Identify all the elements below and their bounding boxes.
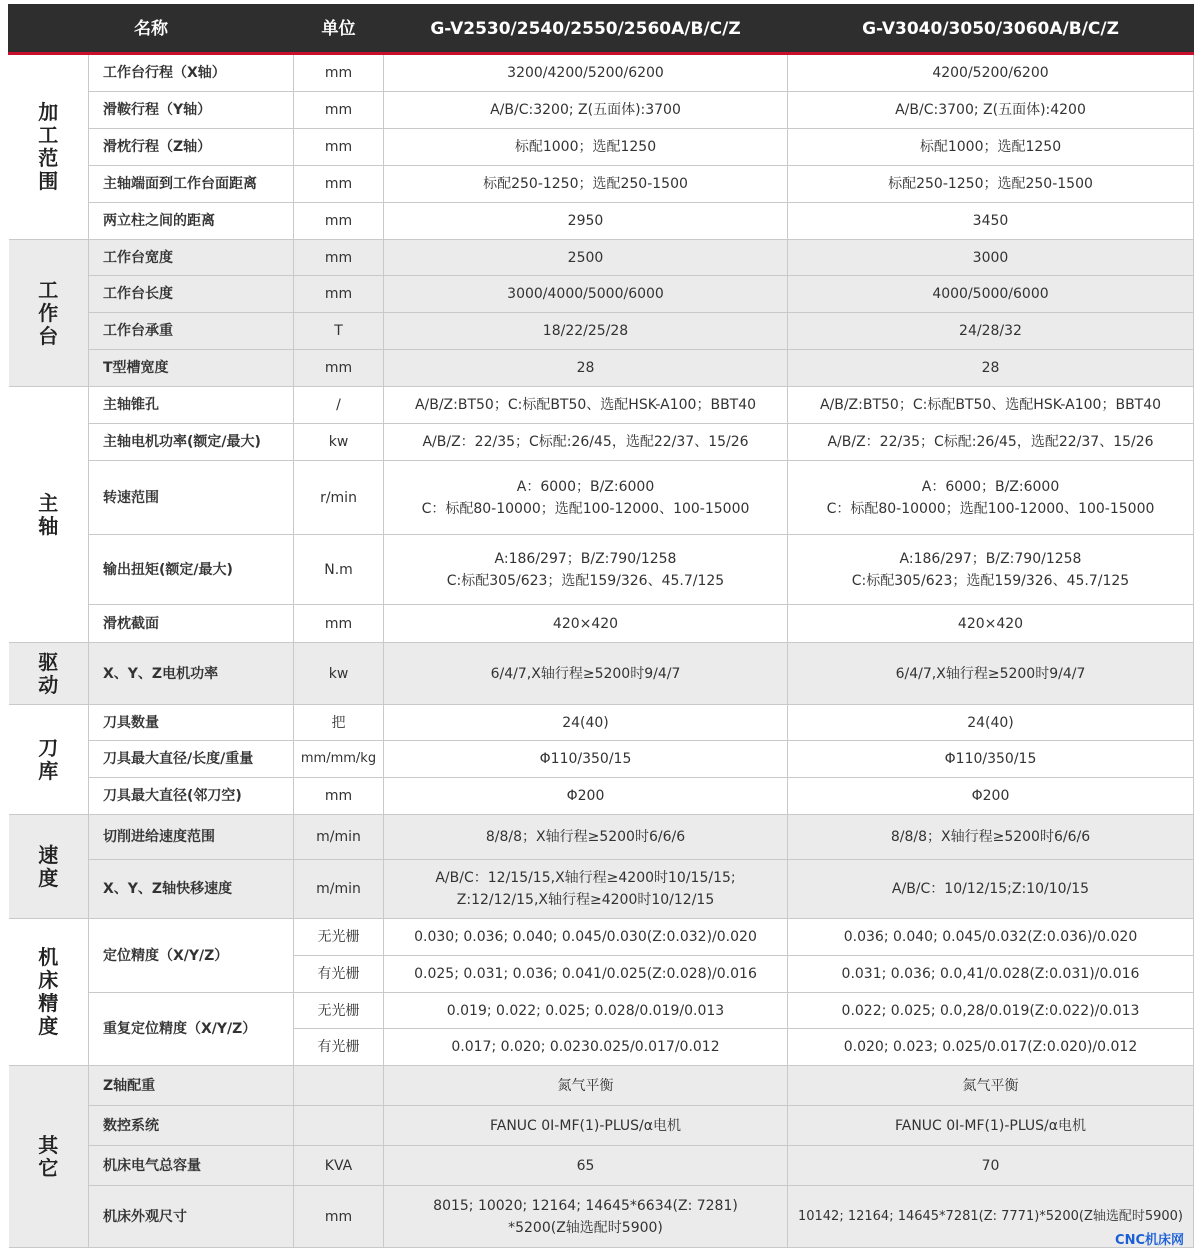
value-model-2 <box>788 461 1194 535</box>
value-model-1 <box>384 860 788 919</box>
value-model-2: 0.022; 0.025; 0.0,28/0.019(Z:0.022)/0.013 <box>788 993 1194 1029</box>
value-line: A:186/297；B/Z:790/1258 <box>899 550 1082 567</box>
table-row <box>9 815 1194 860</box>
table-row <box>9 461 1194 535</box>
table-row <box>9 54 1194 92</box>
param-name: T型槽宽度 <box>89 350 294 387</box>
param-unit: mm <box>294 240 384 276</box>
value-model-1: 0.030; 0.036; 0.040; 0.045/0.030(Z:0.032)/0.020 <box>384 919 788 956</box>
category-label: 刀库 <box>38 735 59 783</box>
table-row <box>9 166 1194 203</box>
value-model-2: 24(40) <box>788 705 1194 741</box>
value-model-1: Φ110/350/15 <box>384 741 788 778</box>
table-row <box>9 535 1194 605</box>
category-label: 驱动 <box>38 649 59 697</box>
param-name: 转速范围 <box>89 461 294 535</box>
value-model-1: A/B/Z：22/35；C标配:26/45，选配22/37、15/26 <box>384 424 788 461</box>
value-line: *5200(Z轴选配时5900) <box>508 1219 663 1236</box>
param-name: 刀具数量 <box>89 705 294 741</box>
table-header-row <box>9 5 1194 54</box>
category-cell <box>9 705 89 815</box>
value-model-1: 420×420 <box>384 605 788 643</box>
table-row <box>9 240 1194 276</box>
param-unit: mm <box>294 166 384 203</box>
value-model-1: 3200/4200/5200/6200 <box>384 54 788 92</box>
param-name: Z轴配重 <box>89 1066 294 1106</box>
value-model-2 <box>788 535 1194 605</box>
value-model-2: FANUC 0I-MF(1)-PLUS/α电机 <box>788 1106 1194 1146</box>
param-name: 主轴锥孔 <box>89 387 294 424</box>
value-model-2: 10142; 12164; 14645*7281(Z: 7771)*5200(Z轴选配时5900) <box>788 1186 1194 1248</box>
value-model-1: 0.019; 0.022; 0.025; 0.028/0.019/0.013 <box>384 993 788 1029</box>
table-row <box>9 1106 1194 1146</box>
value-model-2: 标配250-1250；选配250-1500 <box>788 166 1194 203</box>
param-name: 工作台长度 <box>89 276 294 313</box>
value-model-2: A/B/C:3700; Z(五面体):4200 <box>788 92 1194 129</box>
value-model-2: 4000/5000/6000 <box>788 276 1194 313</box>
table-row <box>9 778 1194 815</box>
table-row <box>9 1186 1194 1248</box>
value-model-1: 0.025; 0.031; 0.036; 0.041/0.025(Z:0.028)/0.016 <box>384 956 788 993</box>
value-line: C:标配305/623；选配159/326、45.7/125 <box>446 572 725 589</box>
category-label: 加工范围 <box>38 100 59 193</box>
param-unit: mm <box>294 778 384 815</box>
value-model-2: A/B/Z:BT50；C:标配BT50、选配HSK-A100；BBT40 <box>788 387 1194 424</box>
value-model-1: A/B/C:3200; Z(五面体):3700 <box>384 92 788 129</box>
value-model-2: A/B/Z：22/35；C标配:26/45，选配22/37、15/26 <box>788 424 1194 461</box>
value-line: A:186/297；B/Z:790/1258 <box>494 550 677 567</box>
param-name: 工作台宽度 <box>89 240 294 276</box>
param-name: X、Y、Z电机功率 <box>89 643 294 705</box>
param-name: 机床外观尺寸 <box>89 1186 294 1248</box>
param-name: 滑枕行程（Z轴） <box>89 129 294 166</box>
param-name: 机床电气总容量 <box>89 1146 294 1186</box>
param-name: 刀具最大直径/长度/重量 <box>89 741 294 778</box>
param-unit: / <box>294 387 384 424</box>
value-model-2: 420×420 <box>788 605 1194 643</box>
param-unit: kw <box>294 424 384 461</box>
value-model-2: 6/4/7,X轴行程≥5200时9/4/7 <box>788 643 1194 705</box>
value-model-2: Φ200 <box>788 778 1194 815</box>
param-unit: T <box>294 313 384 350</box>
param-unit: N.m <box>294 535 384 605</box>
category-cell <box>9 643 89 705</box>
value-line: C：标配80-10000；选配100-12000、100-15000 <box>826 500 1155 517</box>
value-model-1: 65 <box>384 1146 788 1186</box>
value-line: A/B/C：12/15/15,X轴行程≥4200时10/15/15; <box>435 870 736 886</box>
table-row <box>9 919 1194 956</box>
category-label: 速度 <box>38 842 59 890</box>
category-cell <box>9 54 89 240</box>
param-unit: mm <box>294 92 384 129</box>
value-model-1: 28 <box>384 350 788 387</box>
table-row <box>9 860 1194 919</box>
value-model-2: Φ110/350/15 <box>788 741 1194 778</box>
value-model-2: 标配1000；选配1250 <box>788 129 1194 166</box>
table-row <box>9 424 1194 461</box>
param-unit: r/min <box>294 461 384 535</box>
category-cell <box>9 815 89 919</box>
param-name: 工作台承重 <box>89 313 294 350</box>
category-label: 主轴 <box>38 490 59 538</box>
value-model-1: Φ200 <box>384 778 788 815</box>
value-line: A：6000；B/Z:6000 <box>516 478 655 495</box>
param-unit: kw <box>294 643 384 705</box>
value-line: C:标配305/623；选配159/326、45.7/125 <box>851 572 1130 589</box>
value-model-2: 28 <box>788 350 1194 387</box>
param-unit: 把 <box>294 705 384 741</box>
param-name: 数控系统 <box>89 1106 294 1146</box>
param-name: 定位精度（X/Y/Z） <box>89 919 294 993</box>
value-model-1: 0.017; 0.020; 0.0230.025/0.017/0.012 <box>384 1029 788 1066</box>
value-model-2: 70 <box>788 1146 1194 1186</box>
value-model-1: 氮气平衡 <box>384 1066 788 1106</box>
value-model-1: 6/4/7,X轴行程≥5200时9/4/7 <box>384 643 788 705</box>
param-unit: m/min <box>294 860 384 919</box>
category-label: 工作台 <box>38 277 59 348</box>
value-model-2: 3000 <box>788 240 1194 276</box>
value-line: C：标配80-10000；选配100-12000、100-15000 <box>421 500 750 517</box>
category-cell <box>9 1066 89 1248</box>
header-model-2: G-V3040/3050/3060A/B/C/Z <box>788 5 1194 54</box>
param-unit: mm <box>294 129 384 166</box>
table-row <box>9 203 1194 240</box>
table-row <box>9 705 1194 741</box>
value-line: Z:12/12/15,X轴行程≥4200时10/12/15 <box>456 892 715 908</box>
param-name: 重复定位精度（X/Y/Z） <box>89 993 294 1066</box>
table-row <box>9 993 1194 1029</box>
param-unit: m/min <box>294 815 384 860</box>
value-model-2: 氮气平衡 <box>788 1066 1194 1106</box>
param-unit: mm <box>294 350 384 387</box>
param-unit <box>294 1106 384 1146</box>
spec-body <box>9 54 1194 1248</box>
param-unit: 有光栅 <box>294 956 384 993</box>
value-model-2: 3450 <box>788 203 1194 240</box>
category-cell <box>9 387 89 643</box>
value-model-1 <box>384 1186 788 1248</box>
value-model-1: 24(40) <box>384 705 788 741</box>
table-row <box>9 350 1194 387</box>
param-name: 输出扭矩(额定/最大) <box>89 535 294 605</box>
value-line: A：6000；B/Z:6000 <box>921 478 1060 495</box>
value-model-2: 8/8/8；X轴行程≥5200时6/6/6 <box>788 815 1194 860</box>
value-model-1 <box>384 461 788 535</box>
value-model-1: A/B/Z:BT50；C:标配BT50、选配HSK-A100；BBT40 <box>384 387 788 424</box>
value-model-2: 0.020; 0.023; 0.025/0.017(Z:0.020)/0.012 <box>788 1029 1194 1066</box>
value-model-1: 3000/4000/5000/6000 <box>384 276 788 313</box>
value-model-1: 8/8/8；X轴行程≥5200时6/6/6 <box>384 815 788 860</box>
table-row <box>9 387 1194 424</box>
value-model-1: FANUC 0I-MF(1)-PLUS/α电机 <box>384 1106 788 1146</box>
value-line: 8015; 10020; 12164; 14645*6634(Z: 7281) <box>433 1197 738 1214</box>
param-name: 滑枕截面 <box>89 605 294 643</box>
watermark-text: CNC机床网 <box>1115 1233 1184 1248</box>
header-unit: 单位 <box>294 5 384 54</box>
table-row <box>9 1066 1194 1106</box>
value-model-2: 24/28/32 <box>788 313 1194 350</box>
param-name: 两立柱之间的距离 <box>89 203 294 240</box>
param-unit: mm <box>294 203 384 240</box>
value-model-2: 0.031; 0.036; 0.0,41/0.028(Z:0.031)/0.016 <box>788 956 1194 993</box>
value-model-1: 2500 <box>384 240 788 276</box>
param-unit: 无光栅 <box>294 993 384 1029</box>
param-unit: 有光栅 <box>294 1029 384 1066</box>
category-cell <box>9 240 89 387</box>
param-unit: mm <box>294 54 384 92</box>
value-model-1: 18/22/25/28 <box>384 313 788 350</box>
category-label: 其它 <box>38 1132 59 1180</box>
param-name: 切削进给速度范围 <box>89 815 294 860</box>
table-row <box>9 129 1194 166</box>
table-row <box>9 741 1194 778</box>
value-model-2: A/B/C：10/12/15;Z:10/10/15 <box>788 860 1194 919</box>
table-row <box>9 1146 1194 1186</box>
value-model-1: 标配1000；选配1250 <box>384 129 788 166</box>
value-model-1: 2950 <box>384 203 788 240</box>
param-unit: mm/mm/kg <box>294 741 384 778</box>
table-row <box>9 276 1194 313</box>
table-row <box>9 92 1194 129</box>
param-name: 刀具最大直径(邻刀空) <box>89 778 294 815</box>
param-name: X、Y、Z轴快移速度 <box>89 860 294 919</box>
param-unit: mm <box>294 1186 384 1248</box>
param-unit <box>294 1066 384 1106</box>
header-name: 名称 <box>9 5 294 54</box>
param-name: 滑鞍行程（Y轴） <box>89 92 294 129</box>
param-unit: KVA <box>294 1146 384 1186</box>
value-model-2: 4200/5200/6200 <box>788 54 1194 92</box>
category-label: 机床精度 <box>38 945 59 1038</box>
category-cell <box>9 919 89 1066</box>
header-model-1: G-V2530/2540/2550/2560A/B/C/Z <box>384 5 788 54</box>
spec-table <box>8 4 1194 1248</box>
value-model-1: 标配250-1250；选配250-1500 <box>384 166 788 203</box>
table-row <box>9 643 1194 705</box>
value-model-1 <box>384 535 788 605</box>
param-name: 主轴端面到工作台面距离 <box>89 166 294 203</box>
param-name: 主轴电机功率(额定/最大) <box>89 424 294 461</box>
param-unit: mm <box>294 605 384 643</box>
table-row <box>9 313 1194 350</box>
param-unit: mm <box>294 276 384 313</box>
param-unit: 无光栅 <box>294 919 384 956</box>
param-name: 工作台行程（X轴） <box>89 54 294 92</box>
table-row <box>9 605 1194 643</box>
value-model-2: 0.036; 0.040; 0.045/0.032(Z:0.036)/0.020 <box>788 919 1194 956</box>
